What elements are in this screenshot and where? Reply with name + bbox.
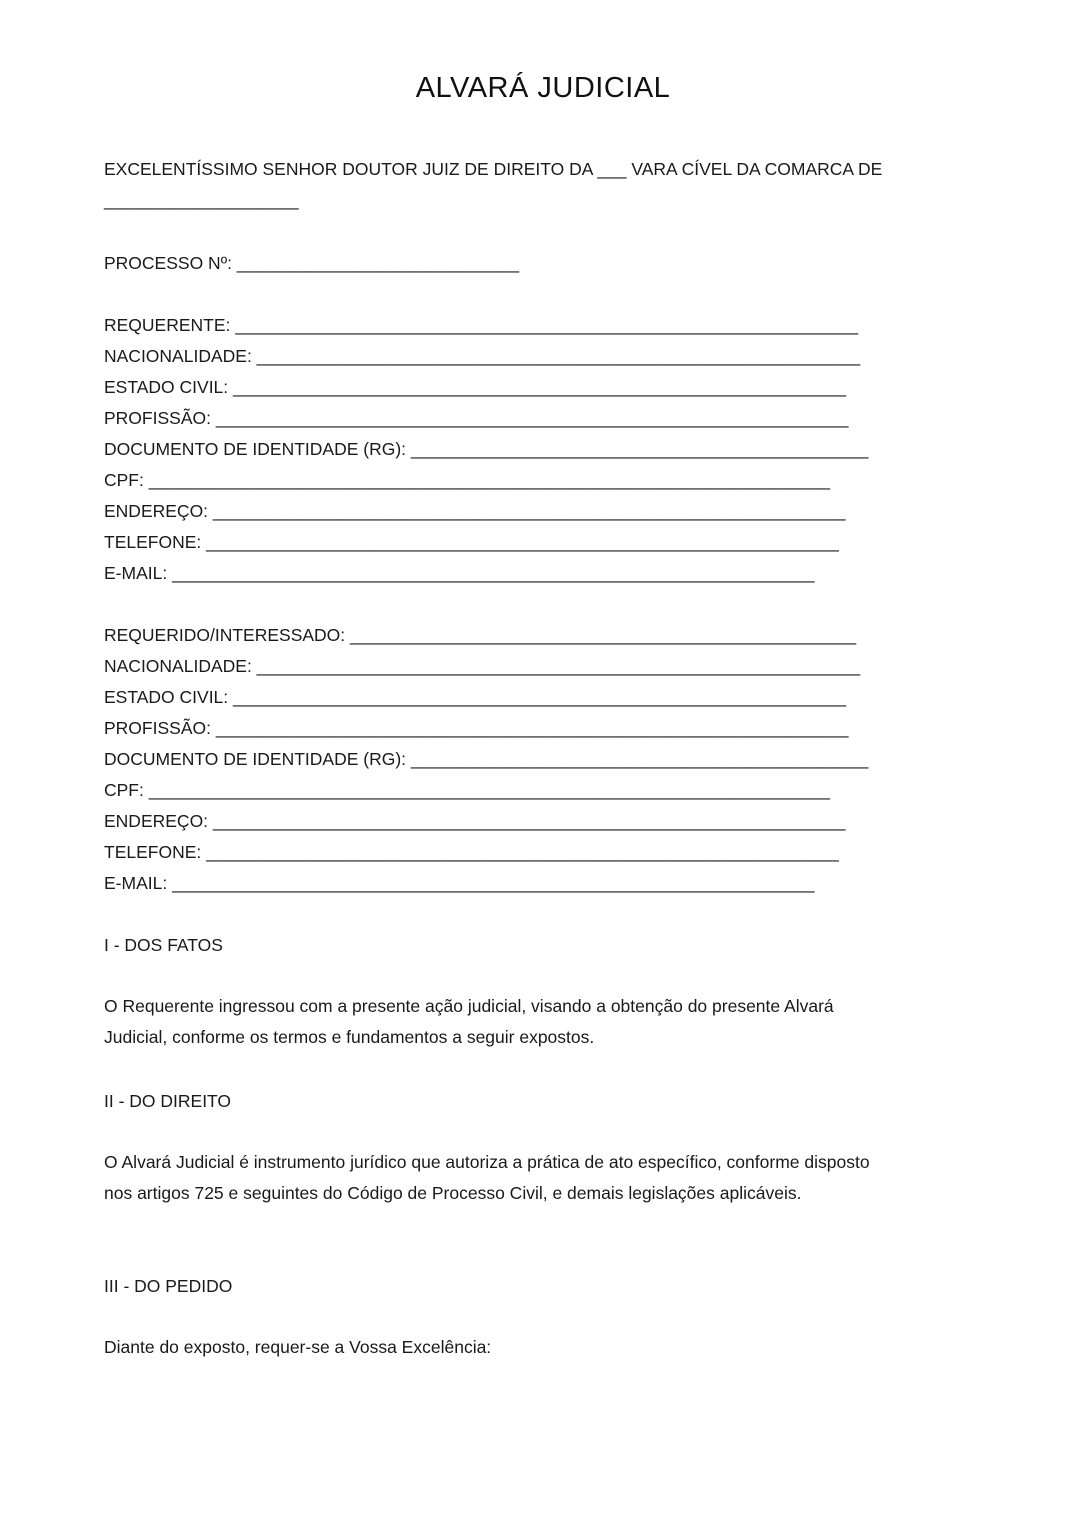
address-line: EXCELENTÍSSIMO SENHOR DOUTOR JUIZ DE DIREITO DA ___ VARA CÍVEL DA COMARCA DE xyxy=(104,159,883,179)
requerido-telefone-field: TELEFONE: _________________________________________________________________ xyxy=(104,842,839,862)
requerente-telefone-field: TELEFONE: _________________________________________________________________ xyxy=(104,532,839,552)
section-heading-fatos: I - DOS FATOS xyxy=(104,935,223,955)
requerido-estado-civil-field: ESTADO CIVIL: _______________________________________________________________ xyxy=(104,687,847,707)
requerido-cpf-field: CPF: ______________________________________________________________________ xyxy=(104,780,831,800)
requerente-estado-civil-field: ESTADO CIVIL: _______________________________________________________________ xyxy=(104,377,847,397)
requerente-cpf-field: CPF: ______________________________________________________________________ xyxy=(104,470,831,490)
requerido-rg-field: DOCUMENTO DE IDENTIDADE (RG): _______________________________________________ xyxy=(104,749,869,769)
address-comarca-blank: ____________________ xyxy=(104,190,299,210)
section-heading-direito: II - DO DIREITO xyxy=(104,1091,232,1111)
requerente-email-field: E-MAIL: __________________________________________________________________ xyxy=(104,563,815,583)
section-body-pedido: Diante do exposto, requer-se a Vossa Excelência: xyxy=(104,1337,492,1357)
requerente-rg-field: DOCUMENTO DE IDENTIDADE (RG): _______________________________________________ xyxy=(104,439,869,459)
requerido-field: REQUERIDO/INTERESSADO: ____________________________________________________ xyxy=(104,625,857,645)
requerente-endereco-field: ENDEREÇO: _________________________________________________________________ xyxy=(104,501,846,521)
document-title: ALVARÁ JUDICIAL xyxy=(415,72,671,104)
requerente-profissao-field: PROFISSÃO: _________________________________________________________________ xyxy=(104,408,849,428)
section-body-direito: O Alvará Judicial é instrumento jurídico que autoriza a prática de ato específico, conforme disposto nos artigos 725 e seguintes do Código de Processo Civil, e demais legislações aplicáveis. xyxy=(104,1152,870,1203)
requerido-nacionalidade-field: NACIONALIDADE: ______________________________________________________________ xyxy=(104,656,861,676)
requerido-profissao-field: PROFISSÃO: _________________________________________________________________ xyxy=(104,718,849,738)
requerente-field: REQUERENTE: ________________________________________________________________ xyxy=(104,315,859,335)
section-body-fatos: O Requerente ingressou com a presente ação judicial, visando a obtenção do presente Alvará Judicial, conforme os termos e fundamentos a seguir expostos. xyxy=(104,996,834,1047)
section-heading-pedido: III - DO PEDIDO xyxy=(104,1276,233,1296)
requerido-email-field: E-MAIL: __________________________________________________________________ xyxy=(104,873,815,893)
process-number: PROCESSO Nº: _____________________________ xyxy=(104,253,520,273)
requerido-endereco-field: ENDEREÇO: _________________________________________________________________ xyxy=(104,811,846,831)
requerente-nacionalidade-field: NACIONALIDADE: ______________________________________________________________ xyxy=(104,346,861,366)
